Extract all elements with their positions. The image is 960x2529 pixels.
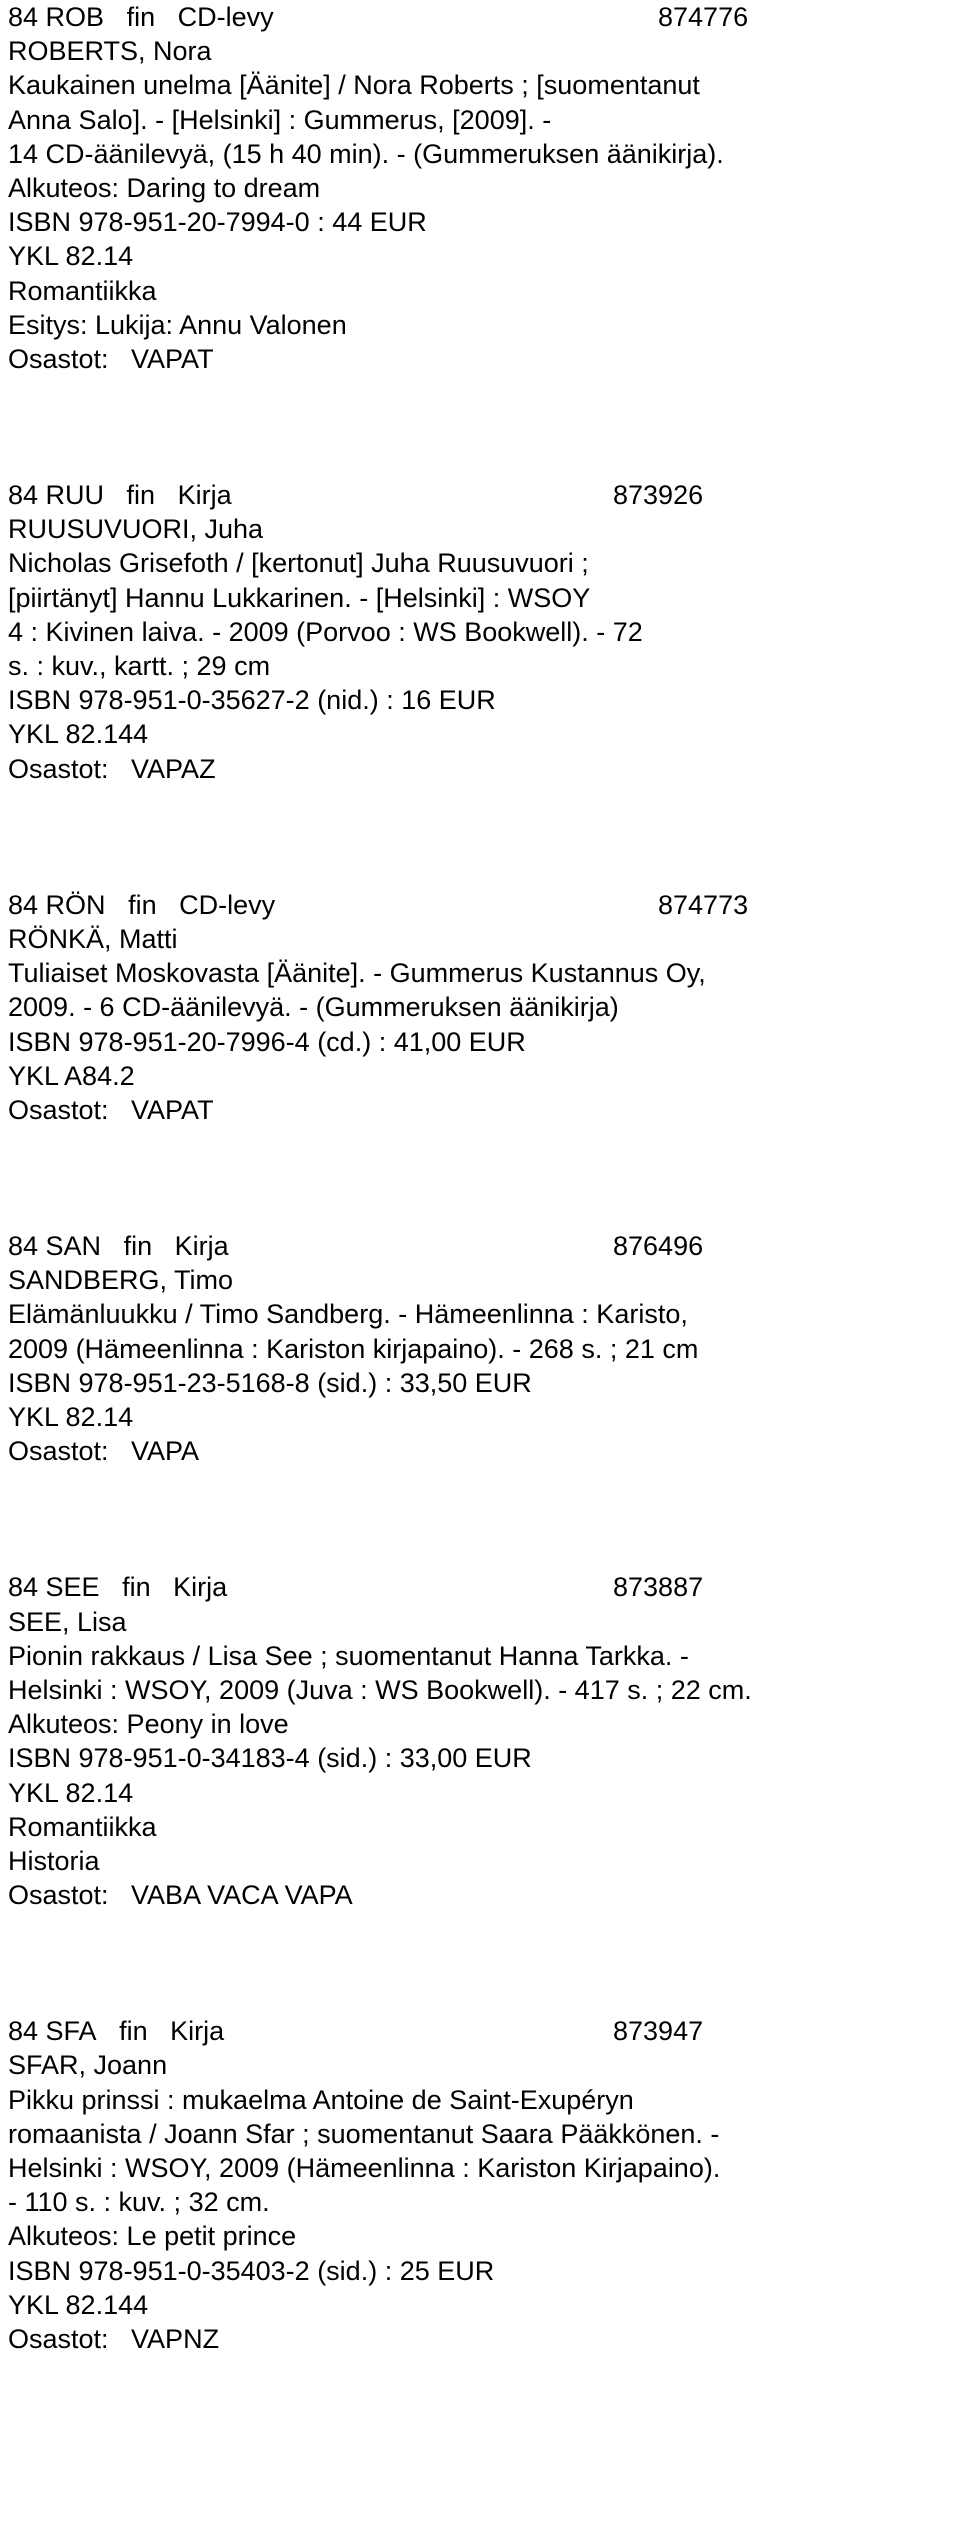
record-control-number: 873887 bbox=[613, 1572, 704, 1603]
record-control-number: 874776 bbox=[658, 2, 749, 32]
record-control-number: 876496 bbox=[613, 1231, 704, 1262]
record-departments: Osastot: VAPAT bbox=[8, 343, 214, 374]
record-isbn: ISBN 978-951-0-35627-2 (nid.) : 16 EUR bbox=[8, 685, 496, 716]
record-subject: Romantiikka bbox=[8, 275, 157, 306]
record-type: Kirja bbox=[170, 2016, 225, 2047]
record-class: 84 RUU bbox=[8, 480, 105, 511]
record-line: Tuliaiset Moskovasta [Äänite]. - Gummerus Kustannus Oy, bbox=[8, 958, 706, 989]
record-departments: Osastot: VABA VACA VAPA bbox=[8, 1880, 353, 1911]
record-departments: Osastot: VAPAT bbox=[8, 1094, 214, 1125]
record-departments: Osastot: VAPAZ bbox=[8, 753, 216, 784]
record-isbn: ISBN 978-951-0-34183-4 (sid.) : 33,00 EUR bbox=[8, 1743, 532, 1774]
record-type: Kirja bbox=[173, 1572, 228, 1603]
record-header bbox=[8, 888, 958, 922]
record-line: 14 CD-äänilevyä, (15 h 40 min). - (Gummeruksen äänikirja). bbox=[8, 138, 724, 169]
record-language: fin bbox=[123, 1231, 153, 1262]
record-header bbox=[8, 2014, 958, 2048]
record-type: Kirja bbox=[177, 480, 232, 511]
record-author: SFAR, Joann bbox=[8, 2050, 168, 2081]
record-line: Esitys: Lukija: Annu Valonen bbox=[8, 309, 347, 340]
record-subject: Historia bbox=[8, 1845, 100, 1876]
record-header bbox=[8, 0, 958, 34]
record-line: Elämänluukku / Timo Sandberg. - Hämeenlinna : Karisto, bbox=[8, 1299, 688, 1330]
record-header bbox=[8, 1570, 958, 1604]
record-author: SANDBERG, Timo bbox=[8, 1265, 234, 1296]
record-line: Kaukainen unelma [Äänite] / Nora Roberts ; [suomentanut bbox=[8, 70, 700, 101]
record-language: fin bbox=[126, 2, 156, 32]
record-line: Alkuteos: Daring to dream bbox=[8, 172, 321, 203]
record-ykl: YKL 82.144 bbox=[8, 719, 149, 750]
record-line: 4 : Kivinen laiva. - 2009 (Porvoo : WS Bookwell). - 72 bbox=[8, 616, 643, 647]
catalog-page bbox=[8, 0, 958, 2356]
record-header bbox=[8, 478, 958, 512]
catalog-record bbox=[8, 1229, 958, 1468]
record-class: 84 ROB bbox=[8, 2, 105, 32]
record-author: ROBERTS, Nora bbox=[8, 36, 212, 67]
record-line: Pionin rakkaus / Lisa See ; suomentanut Hanna Tarkka. - bbox=[8, 1640, 689, 1671]
record-line: romaanista / Joann Sfar ; suomentanut Saara Pääkkönen. - bbox=[8, 2118, 720, 2149]
record-line: Pikku prinssi : mukaelma Antoine de Saint-Exupéryn bbox=[8, 2084, 634, 2115]
record-control-number: 873947 bbox=[613, 2016, 704, 2047]
record-class: 84 SAN bbox=[8, 1231, 102, 1262]
record-ykl: YKL 82.14 bbox=[8, 241, 134, 272]
record-isbn: ISBN 978-951-20-7996-4 (cd.) : 41,00 EUR bbox=[8, 1026, 526, 1057]
record-type: CD-levy bbox=[179, 889, 276, 920]
record-line: [piirtänyt] Hannu Lukkarinen. - [Helsinki] : WSOY bbox=[8, 582, 591, 613]
record-departments: Osastot: VAPA bbox=[8, 1436, 200, 1467]
record-control-number: 873926 bbox=[613, 480, 704, 511]
record-header bbox=[8, 1229, 958, 1263]
record-line: Nicholas Grisefoth / [kertonut] Juha Ruusuvuori ; bbox=[8, 548, 589, 579]
record-control-number: 874773 bbox=[658, 889, 749, 920]
catalog-record bbox=[8, 0, 958, 376]
record-author: RUUSUVUORI, Juha bbox=[8, 514, 264, 545]
record-language: fin bbox=[122, 1572, 151, 1603]
record-line: Helsinki : WSOY, 2009 (Hämeenlinna : Kariston Kirjapaino). bbox=[8, 2153, 721, 2183]
record-ykl: YKL 82.144 bbox=[8, 2289, 149, 2320]
record-type: Kirja bbox=[174, 1231, 229, 1262]
record-line: 2009 (Hämeenlinna : Kariston kirjapaino). - 268 s. ; 21 cm bbox=[8, 1333, 699, 1364]
record-ykl: YKL A84.2 bbox=[8, 1060, 135, 1091]
record-ykl: YKL 82.14 bbox=[8, 1777, 134, 1808]
record-departments: Osastot: VAPNZ bbox=[8, 2323, 220, 2354]
record-class: 84 SFA bbox=[8, 2016, 97, 2047]
record-language: fin bbox=[128, 889, 157, 920]
record-line: Anna Salo]. - [Helsinki] : Gummerus, [2009]. - bbox=[8, 104, 552, 135]
record-author: SEE, Lisa bbox=[8, 1606, 127, 1637]
record-type: CD-levy bbox=[177, 2, 274, 32]
record-line: s. : kuv., kartt. ; 29 cm bbox=[8, 651, 271, 681]
record-line: 2009. - 6 CD-äänilevyä. - (Gummeruksen äänikirja) bbox=[8, 992, 619, 1023]
record-class: 84 SEE bbox=[8, 1572, 100, 1603]
catalog-record bbox=[8, 888, 958, 1127]
record-isbn: ISBN 978-951-23-5168-8 (sid.) : 33,50 EUR bbox=[8, 1367, 532, 1398]
record-language: fin bbox=[126, 480, 156, 511]
record-isbn: ISBN 978-951-0-35403-2 (sid.) : 25 EUR bbox=[8, 2255, 495, 2286]
record-line: Helsinki : WSOY, 2009 (Juva : WS Bookwell). - 417 s. ; 22 cm. bbox=[8, 1674, 752, 1705]
record-line: Alkuteos: Le petit prince bbox=[8, 2221, 297, 2252]
record-ykl: YKL 82.14 bbox=[8, 1402, 134, 1432]
record-line: - 110 s. : kuv. ; 32 cm. bbox=[8, 2187, 270, 2218]
record-class: 84 RÖN bbox=[8, 889, 106, 920]
record-isbn: ISBN 978-951-20-7994-0 : 44 EUR bbox=[8, 207, 427, 238]
record-language: fin bbox=[119, 2016, 148, 2047]
catalog-record bbox=[8, 1570, 958, 1912]
catalog-record bbox=[8, 2014, 958, 2356]
record-line: Alkuteos: Peony in love bbox=[8, 1709, 289, 1740]
record-author: RÖNKÄ, Matti bbox=[8, 923, 178, 954]
catalog-record bbox=[8, 478, 958, 786]
record-subject: Romantiikka bbox=[8, 1811, 157, 1842]
